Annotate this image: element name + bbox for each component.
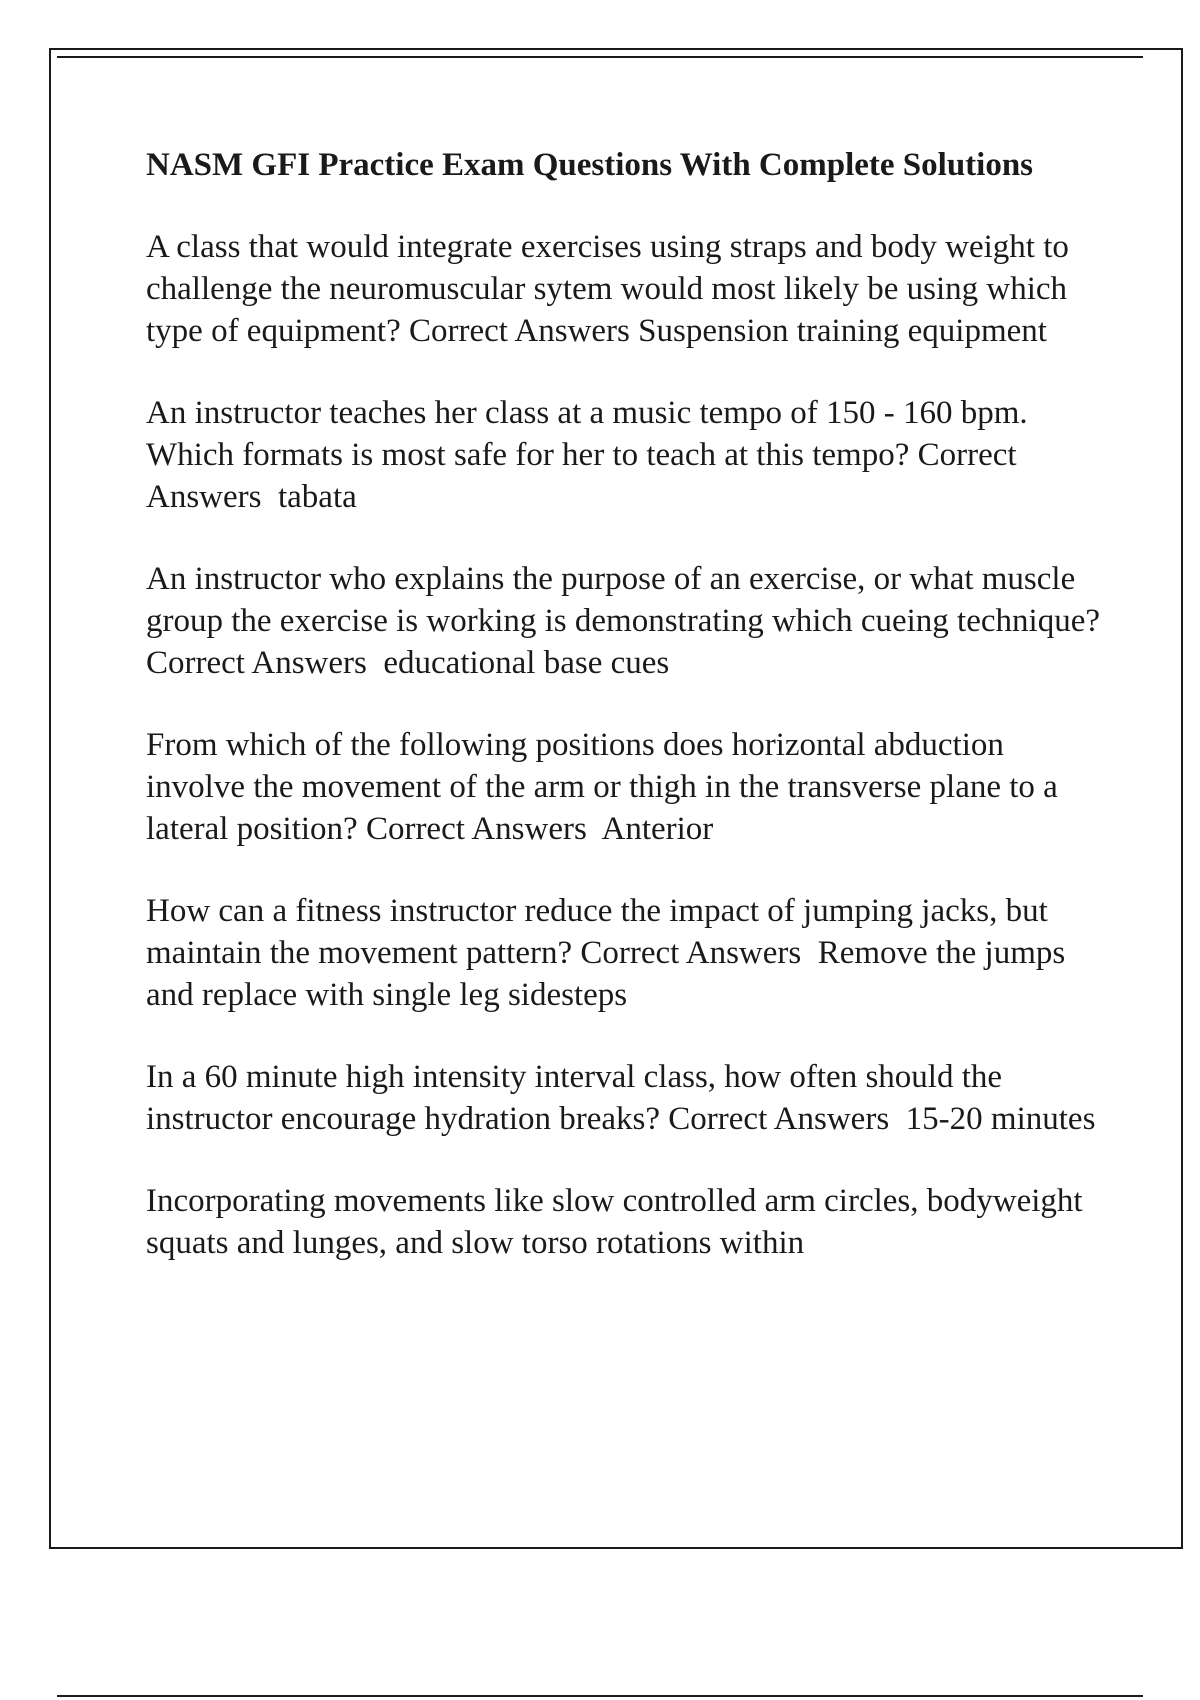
top-rule bbox=[57, 56, 1143, 58]
answer-label: Correct Answers bbox=[668, 1101, 890, 1137]
question-text: From which of the following positions does horizontal abduction involve the movement of the arm or thigh in the transverse plane to a lateral position? bbox=[146, 727, 1067, 847]
question-text: An instructor who explains the purpose of an exercise, or what muscle group the exercise is working is demonstrating which cueing technique? bbox=[146, 561, 1100, 639]
answer-label: Correct Answers bbox=[365, 811, 587, 847]
question-text: In a 60 minute high intensity interval class, how often should the instructor encourage hydration breaks? bbox=[146, 1059, 1011, 1137]
qa-item-3 bbox=[146, 558, 1106, 684]
qa-item-1 bbox=[146, 226, 1106, 352]
document-title: NASM GFI Practice Exam Questions With Complete Solutions bbox=[146, 147, 1034, 183]
question-text: An instructor teaches her class at a music tempo of 150 - 160 bpm. Which formats is most safe for her to teach at this tempo? bbox=[146, 395, 1036, 473]
qa-item-6 bbox=[146, 1056, 1106, 1140]
answer-label: Correct Answers bbox=[146, 645, 367, 681]
answer-text: tabata bbox=[277, 479, 357, 515]
qa-item-2 bbox=[146, 392, 1106, 518]
answer-text: educational base cues bbox=[383, 645, 670, 681]
answer-text: Remove the jumps and replace with single leg sidesteps bbox=[146, 935, 1074, 1013]
answer-text: 15-20 minutes bbox=[905, 1101, 1096, 1137]
qa-item-7 bbox=[146, 1180, 1106, 1264]
question-text: A class that would integrate exercises using straps and body weight to challenge the neuromuscular sytem would most likely be using which type of equipment? bbox=[146, 229, 1078, 349]
qa-item-4 bbox=[146, 724, 1106, 850]
answer-label: Correct Answers bbox=[409, 313, 630, 349]
question-text: Incorporating movements like slow controlled arm circles, bodyweight squats and lunges, and slow torso rotations within bbox=[146, 1183, 1091, 1261]
answer-label: Correct Answers bbox=[580, 935, 802, 971]
qa-item-5 bbox=[146, 890, 1106, 1016]
answer-text: Suspension training equipment bbox=[638, 313, 1047, 349]
bottom-rule bbox=[57, 1695, 1143, 1697]
answer-label: Correct Answers bbox=[146, 437, 1023, 515]
answer-text: Anterior bbox=[601, 811, 714, 847]
question-text: How can a fitness instructor reduce the impact of jumping jacks, but maintain the movement pattern? bbox=[146, 893, 1056, 971]
document-content bbox=[146, 144, 1106, 1304]
